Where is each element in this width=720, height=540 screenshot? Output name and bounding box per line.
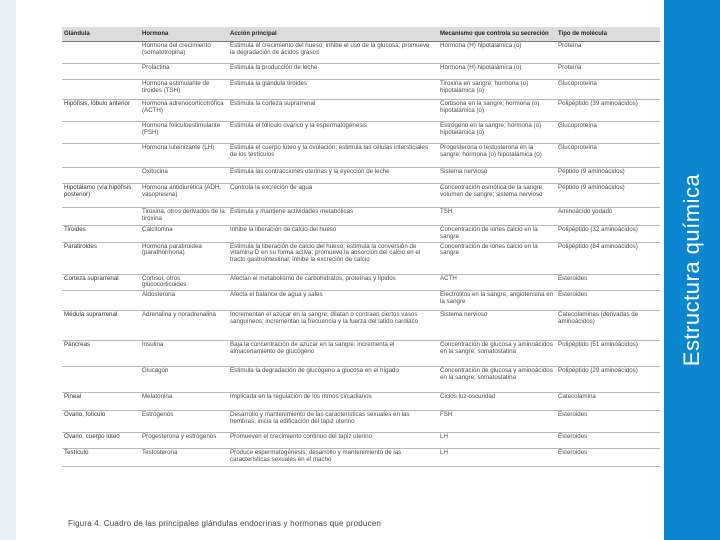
cell-control: Cortisona en la sangre; hormona (o) hipotalámica (o): [438, 100, 556, 122]
cell-type: Catecolamina: [556, 393, 660, 411]
cell-gland: Hipotálamo (vía hipófisis posterior): [62, 184, 140, 208]
table-body: [62, 42, 660, 467]
cell-control: Concentración de glucosa y aminoácidos en la sangre; somatostatina: [438, 367, 556, 393]
cell-type: Polipéptido (29 aminoácidos): [556, 367, 660, 393]
cell-type: Esteroides: [556, 433, 660, 449]
cell-gland: Ovario, cuerpo lúteo: [62, 433, 140, 449]
cell-action: Estimula el crecimiento del hueso; inhibe el uso de la glucosa; promueve la degradación de ácidos grasos: [228, 42, 438, 64]
cell-control: FSH: [438, 411, 556, 433]
cell-type: Polipéptido (32 aminoácidos): [556, 226, 660, 243]
figure-caption: Figura 4. Cuadro de las principales glándulas endocrinas y hormonas que producen: [68, 519, 382, 528]
table-row: [62, 80, 660, 100]
cell-type: Péptido (9 aminoácidos): [556, 184, 660, 208]
cell-control: Sistema nervioso: [438, 311, 556, 341]
table-row: [62, 144, 660, 168]
cell-control: LH: [438, 449, 556, 467]
table-row: [62, 168, 660, 184]
table-row: [62, 291, 660, 311]
cell-hormone: Tiroxina, otros derivados de la tiroxina: [140, 208, 228, 226]
cell-control: Concentración de glucosa y aminoácidos en la sangre; somatostatina: [438, 341, 556, 367]
slide-title: Estructura química: [679, 173, 704, 367]
table-row: [62, 274, 660, 291]
cell-action: Produce espermatogénesis; desarrollo y mantenimiento de las características sexuales en el macho: [228, 449, 438, 467]
cell-type: Esteroides: [556, 411, 660, 433]
cell-type: Esteroides: [556, 449, 660, 467]
cell-action: Incrementan el azúcar en la sangre; dilatan o contraen ciertos vasos sanguíneos; incrementan la frecuencia y la fuerza del latido cardiaco: [228, 311, 438, 341]
cell-gland: [62, 64, 140, 80]
cell-type: Glucoproteína: [556, 80, 660, 100]
cell-control: TSH: [438, 208, 556, 226]
cell-gland: [62, 122, 140, 144]
cell-hormone: Progesterona y estrógenos: [140, 433, 228, 449]
cell-gland: Tiroides: [62, 226, 140, 243]
cell-control: Electrolitos en la sangre; angiotensina en la sangre: [438, 291, 556, 311]
cell-hormone: Melatonina: [140, 393, 228, 411]
cell-type: Proteína: [556, 42, 660, 64]
cell-type: Aminoácido yodado: [556, 208, 660, 226]
cell-gland: Hipófisis, lóbulo anterior: [62, 100, 140, 122]
cell-type: Esteroides: [556, 291, 660, 311]
cell-hormone: Hormona del crecimiento (somatotropina): [140, 42, 228, 64]
table-row: [62, 208, 660, 226]
cell-hormone: Calcitonina: [140, 226, 228, 243]
cell-action: Implicada en la regulación de los ritmos circadianos: [228, 393, 438, 411]
cell-gland: Médula suprarrenal: [62, 311, 140, 341]
header-hormone: Hormona: [140, 27, 228, 42]
cell-hormone: Adrenalina y noradrenalina: [140, 311, 228, 341]
cell-hormone: Cortisol, otros glucocorticoides: [140, 274, 228, 291]
table-row: [62, 449, 660, 467]
table-row: [62, 311, 660, 341]
cell-action: Afectan el metabolismo de carbohidratos, proteínas y lípidos: [228, 274, 438, 291]
cell-control: Progesterona o testosterona en la sangre; hormona (o) hipotalámica (o): [438, 144, 556, 168]
cell-control: Sistema nervioso: [438, 168, 556, 184]
hormone-table-document: [62, 27, 660, 532]
table-header-row: [62, 27, 660, 42]
cell-gland: Páncreas: [62, 341, 140, 367]
cell-hormone: Prolactina: [140, 64, 228, 80]
cell-action: Estimula la corteza suprarrenal: [228, 100, 438, 122]
cell-control: Concentración de iones calcio en la sangre: [438, 242, 556, 274]
cell-hormone: Glucagón: [140, 367, 228, 393]
slide-left-border: [0, 0, 16, 540]
cell-type: Glucoproteína: [556, 144, 660, 168]
cell-type: Esteroides: [556, 274, 660, 291]
header-control: Mecanismo que controla su secreción: [438, 27, 556, 42]
cell-gland: [62, 42, 140, 64]
table-row: [62, 64, 660, 80]
cell-gland: Ovario, folículo: [62, 411, 140, 433]
cell-action: Estimula y mantiene actividades metabólicas: [228, 208, 438, 226]
cell-gland: [62, 144, 140, 168]
cell-action: Estimula la degradación de glucógeno a glucosa en el hígado: [228, 367, 438, 393]
cell-action: Estimula el cuerpo lúteo y la ovulación; estimula las células intersticiales de los testículos: [228, 144, 438, 168]
cell-action: Desarrollo y mantenimiento de las características sexuales en las hembras; inicia la edificación del tapiz uterino: [228, 411, 438, 433]
header-type: Tipo de molécula: [556, 27, 660, 42]
cell-control: Hormona (H) hipotalámica (o): [438, 64, 556, 80]
cell-hormone: Estrógenos: [140, 411, 228, 433]
cell-action: Estimula las contracciones uterinas y la eyección de leche: [228, 168, 438, 184]
cell-type: Polipéptido (51 aminoácidos): [556, 341, 660, 367]
cell-type: Polipéptido (84 aminoácidos): [556, 242, 660, 274]
cell-gland: Testículo: [62, 449, 140, 467]
header-action: Acción principal: [228, 27, 438, 42]
cell-action: Estimula la glándula tiroides: [228, 80, 438, 100]
cell-hormone: Hormona adrenocorticotrófica (ACTH): [140, 100, 228, 122]
cell-action: Baja la concentración de azúcar en la sangre; incrementa el almacenamiento de glucógeno: [228, 341, 438, 367]
table-row: [62, 226, 660, 243]
cell-gland: Pineal: [62, 393, 140, 411]
cell-control: Ciclos luz-oscuridad: [438, 393, 556, 411]
cell-gland: [62, 367, 140, 393]
cell-hormone: Hormona luteinizante (LH): [140, 144, 228, 168]
header-gland: Glándula: [62, 27, 140, 42]
cell-action: Estimula la liberación de calcio del hueso; estimula la conversión de vitamina D en su forma activa; promueve la absorción del calcio en el tracto gastrointestinal; inhibe la excreción de calcio: [228, 242, 438, 274]
table-row: [62, 122, 660, 144]
cell-action: Controla la excreción de agua: [228, 184, 438, 208]
cell-gland: [62, 208, 140, 226]
cell-gland: [62, 291, 140, 311]
cell-hormone: Insulina: [140, 341, 228, 367]
cell-type: Polipéptido (39 aminoácidos): [556, 100, 660, 122]
slide-title-container: [664, 0, 720, 540]
cell-control: LH: [438, 433, 556, 449]
cell-hormone: Hormona estimulante de tiroides (TSH): [140, 80, 228, 100]
cell-hormone: Hormona paratiroidea (parathormona): [140, 242, 228, 274]
table-row: [62, 393, 660, 411]
cell-control: ACTH: [438, 274, 556, 291]
cell-hormone: Hormona foliculoestimulante (FSH): [140, 122, 228, 144]
table-row: [62, 341, 660, 367]
cell-gland: [62, 80, 140, 100]
cell-action: Afecta el balance de agua y sales: [228, 291, 438, 311]
cell-hormone: Hormona antidiurética (ADH, vasopresina): [140, 184, 228, 208]
table-row: [62, 411, 660, 433]
table-row: [62, 433, 660, 449]
cell-action: Promueven el crecimiento continuo del tapiz uterino: [228, 433, 438, 449]
cell-type: Catecolaminas (derivadas de aminoácidos): [556, 311, 660, 341]
cell-type: Proteína: [556, 64, 660, 80]
cell-control: Estrógeno en la sangre; hormona (o) hipotalámica (o): [438, 122, 556, 144]
cell-type: Péptido (9 aminoácidos): [556, 168, 660, 184]
cell-gland: [62, 168, 140, 184]
cell-gland: Paratiroides: [62, 242, 140, 274]
cell-action: Inhibe la liberación de calcio del hueso: [228, 226, 438, 243]
cell-control: Tiroxina en sangre; hormona (o) hipotalámica (o): [438, 80, 556, 100]
cell-action: Estimula el folículo ovárico y la espermatogénesis: [228, 122, 438, 144]
cell-action: Estimula la producción de leche: [228, 64, 438, 80]
table-row: [62, 42, 660, 64]
cell-control: Hormona (H) hipotalámica (o): [438, 42, 556, 64]
table-row: [62, 367, 660, 393]
cell-gland: Corteza suprarrenal: [62, 274, 140, 291]
cell-control: Concentración de iones calcio en la sangre: [438, 226, 556, 243]
cell-hormone: Aldosterona: [140, 291, 228, 311]
cell-type: Glucoproteína: [556, 122, 660, 144]
table-row: [62, 184, 660, 208]
hormone-table: [62, 27, 660, 467]
table-row: [62, 100, 660, 122]
table-row: [62, 242, 660, 274]
cell-control: Concentración osmótica de la sangre; volumen de sangre; sistema nervioso: [438, 184, 556, 208]
cell-hormone: Testosterona: [140, 449, 228, 467]
cell-hormone: Oxitocina: [140, 168, 228, 184]
